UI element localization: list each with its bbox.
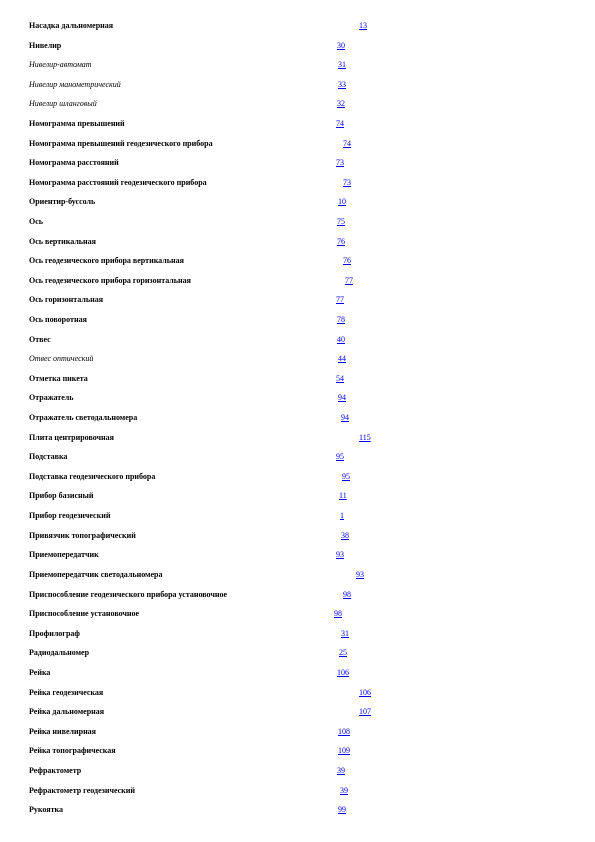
page-link[interactable]: 74 (336, 119, 344, 128)
index-term: Рефрактометр геодезический (29, 786, 135, 795)
index-entry (0, 548, 595, 562)
index-term: Привязчик топографический (29, 531, 136, 540)
page-link[interactable]: 73 (336, 158, 344, 167)
index-term: Отражатель светодальномера (29, 413, 138, 422)
index-entry (0, 333, 595, 347)
index-term: Насадка дальномерная (29, 21, 114, 30)
index-term: Номограмма расстояний геодезического прибора (29, 178, 207, 187)
page-link[interactable]: 74 (343, 139, 351, 148)
index-term: Плита центрировочная (29, 433, 114, 442)
page-link[interactable]: 11 (339, 491, 347, 500)
index-term: Приспособление установочное (29, 609, 140, 618)
page-link[interactable]: 98 (343, 590, 351, 599)
index-entry (0, 39, 595, 53)
index-entry (0, 137, 595, 151)
index-term: Ориентир-буссоль (29, 197, 96, 206)
index-entry (0, 764, 595, 778)
page-link[interactable]: 95 (342, 472, 350, 481)
index-term: Нивелир шланговый (29, 99, 97, 108)
page-link[interactable]: 106 (337, 668, 349, 677)
page-link[interactable]: 107 (359, 707, 371, 716)
index-term: Рефрактометр (29, 766, 82, 775)
index-term: Приспособление геодезического прибора установочное (29, 590, 228, 599)
page-link[interactable]: 44 (338, 354, 346, 363)
index-entry (0, 19, 595, 33)
index-entry (0, 58, 595, 72)
index-entry (0, 705, 595, 719)
index-term: Нивелир (29, 41, 62, 50)
index-entry (0, 607, 595, 621)
index-term: Прибор геодезический (29, 511, 111, 520)
index-entry (0, 431, 595, 445)
index-term: Приемопередатчик (29, 550, 99, 559)
index-entry (0, 588, 595, 602)
index-term: Отражатель (29, 393, 74, 402)
index-term: Подставка геодезического прибора (29, 472, 156, 481)
index-term: Отметка пикета (29, 374, 88, 383)
index-entry (0, 529, 595, 543)
index-entry (0, 646, 595, 660)
page-link[interactable]: 33 (338, 80, 346, 89)
page-link[interactable]: 1 (340, 511, 344, 520)
index-entry (0, 666, 595, 680)
page-link[interactable]: 99 (338, 805, 346, 814)
index-entry (0, 686, 595, 700)
page-link[interactable]: 25 (339, 648, 347, 657)
index-term: Ось поворотная (29, 315, 87, 324)
index-entry (0, 78, 595, 92)
page-link[interactable]: 94 (341, 413, 349, 422)
page-link[interactable]: 95 (336, 452, 344, 461)
page-link[interactable]: 77 (345, 276, 353, 285)
index-term: Номограмма превышений (29, 119, 125, 128)
page-link[interactable]: 115 (359, 433, 371, 442)
index-term: Прибор базисный (29, 491, 94, 500)
index-entry (0, 803, 595, 817)
index-term: Ось геодезического прибора горизонтальная (29, 276, 191, 285)
page-link[interactable]: 39 (337, 766, 345, 775)
index-entry (0, 725, 595, 739)
page-link[interactable]: 93 (336, 550, 344, 559)
page-link[interactable]: 76 (337, 237, 345, 246)
index-entry (0, 97, 595, 111)
index-term: Подставка (29, 452, 68, 461)
page-link[interactable]: 31 (338, 60, 346, 69)
index-entry (0, 156, 595, 170)
index-entry (0, 254, 595, 268)
index-term: Ось вертикальная (29, 237, 96, 246)
page-link[interactable]: 108 (338, 727, 350, 736)
index-entry (0, 489, 595, 503)
page-link[interactable]: 40 (337, 335, 345, 344)
page-link[interactable]: 76 (343, 256, 351, 265)
index-entry (0, 352, 595, 366)
index-term: Отвес оптический (29, 354, 94, 363)
index-entry (0, 568, 595, 582)
page-link[interactable]: 109 (338, 746, 350, 755)
index-entry (0, 293, 595, 307)
index-entry (0, 372, 595, 386)
index-term: Рейка топографическая (29, 746, 116, 755)
page-link[interactable]: 10 (338, 197, 346, 206)
index-entry (0, 744, 595, 758)
index-term: Ось горизонтальная (29, 295, 104, 304)
index-entry (0, 509, 595, 523)
index-term: Ось геодезического прибора вертикальная (29, 256, 184, 265)
page-link[interactable]: 32 (337, 99, 345, 108)
page-link[interactable]: 94 (338, 393, 346, 402)
page-link[interactable]: 31 (341, 629, 349, 638)
index-term: Нивелир-автомат (29, 60, 92, 69)
page-link[interactable]: 75 (337, 217, 345, 226)
index-term: Номограмма превышений геодезического прибора (29, 139, 213, 148)
index-term: Рейка геодезическая (29, 688, 104, 697)
index-term: Приемопередатчик светодальномера (29, 570, 163, 579)
index-entry (0, 391, 595, 405)
index-entry (0, 274, 595, 288)
page-link[interactable]: 73 (343, 178, 351, 187)
page-link[interactable]: 39 (340, 786, 348, 795)
index-entry (0, 784, 595, 798)
page-link[interactable]: 98 (334, 609, 342, 618)
page-link[interactable]: 77 (336, 295, 344, 304)
index-entry (0, 411, 595, 425)
index-entry (0, 215, 595, 229)
page-link[interactable]: 30 (337, 41, 345, 50)
index-entry (0, 235, 595, 249)
page-link[interactable]: 13 (359, 21, 367, 30)
index-term: Ось (29, 217, 44, 226)
index-term: Рукоятка (29, 805, 63, 814)
index-term: Рейка нивелирная (29, 727, 97, 736)
index-term: Рейка (29, 668, 51, 677)
index-entry (0, 117, 595, 131)
page-link[interactable]: 93 (356, 570, 364, 579)
index-term: Профилограф (29, 629, 80, 638)
page-link[interactable]: 106 (359, 688, 371, 697)
index-entry (0, 627, 595, 641)
index-term: Радиодальномер (29, 648, 90, 657)
index-entry (0, 195, 595, 209)
index-term: Рейка дальномерная (29, 707, 105, 716)
page-link[interactable]: 38 (341, 531, 349, 540)
index-term: Нивелир манометрический (29, 80, 121, 89)
index-entry (0, 470, 595, 484)
index-entry (0, 176, 595, 190)
page-link[interactable]: 78 (337, 315, 345, 324)
index-entry (0, 313, 595, 327)
page-link[interactable]: 54 (336, 374, 344, 383)
index-entry (0, 450, 595, 464)
index-term: Номограмма расстояний (29, 158, 119, 167)
index-term: Отвес (29, 335, 51, 344)
